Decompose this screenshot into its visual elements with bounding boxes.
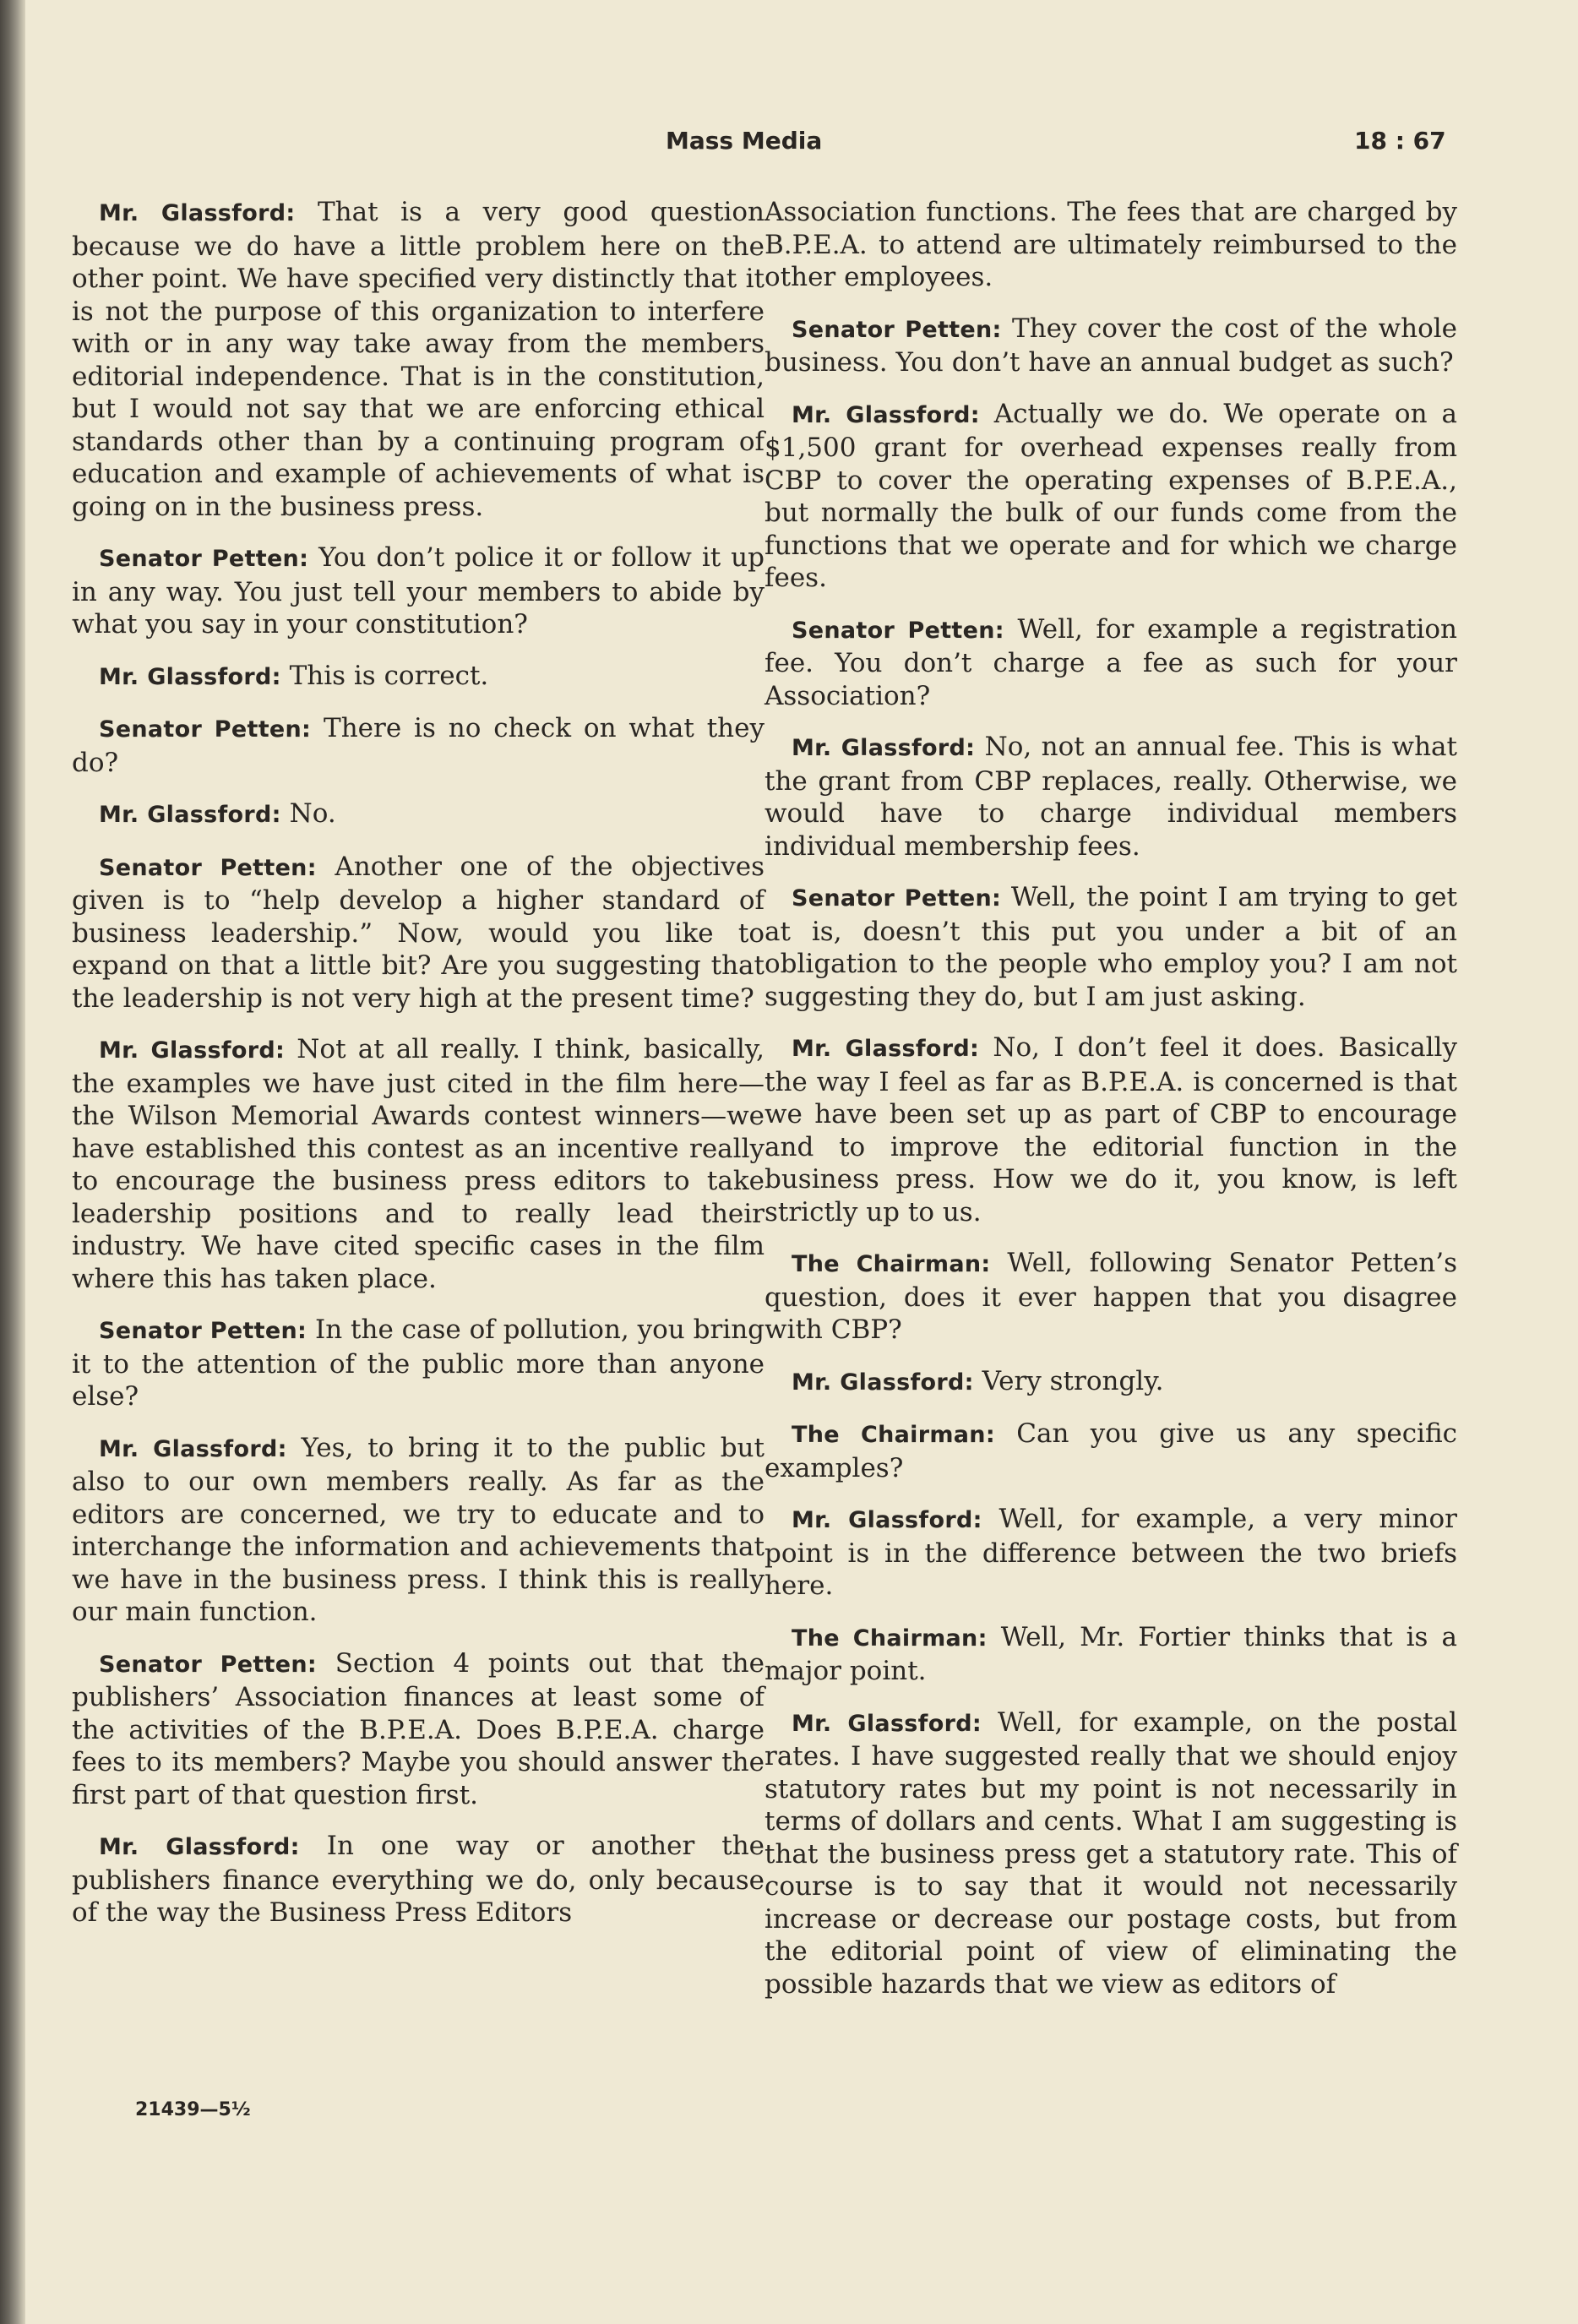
section-title: Mass Media — [666, 127, 823, 155]
speech-text: Actually we do. We operate on a $1,500 grant for overhead expenses really from CBP to cover the operating expenses of B.P.E.A., but normally the bulk of our funds come from the functions that we operate and for which we charge fees. — [765, 398, 1457, 593]
speech-text: Well, for example a registration fee. You don’t charge a fee as such for your Association? — [765, 613, 1457, 711]
speech-text: You don’t police it or follow it up in any way. You just tell your members to abide by what you say in your constitution? — [72, 542, 765, 640]
speaker-label: The Chairman: — [792, 1625, 988, 1652]
speaker-label: Senator Petten: — [792, 617, 1004, 644]
transcript-paragraph — [765, 1706, 1457, 2001]
speech-text: Yes, to bring it to the public but also to our own members really. As far as the editors are concerned, we try to educate and to interchange the information and achievements that we have in the business press. I think this is really our main function. — [72, 1432, 765, 1627]
speaker-label: Mr. Glassford: — [792, 735, 976, 761]
transcript-paragraph — [72, 1830, 765, 1929]
speaker-label: Senator Petten: — [99, 1651, 317, 1678]
left-column — [72, 196, 765, 1948]
speech-text: Well, Mr. Fortier thinks that is a major point. — [765, 1621, 1458, 1686]
speech-text: No, I don’t feel it does. Basically the way I feel as far as B.P.E.A. is concerned is that we have been set up as part of CBP to encourage and to improve the editorial function in the business press. How we do it, you know, is left strictly up to us. — [765, 1032, 1457, 1227]
transcript-paragraph — [765, 313, 1457, 379]
speech-text: There is no check on what they do? — [72, 713, 765, 778]
speech-text: No. — [289, 798, 336, 829]
speech-text: Well, the point I am trying to get at is, doesn’t this put you under a bit of an obligation to the people who employ you? I am not suggesting they do, but I am just asking. — [765, 882, 1457, 1012]
transcript-paragraph — [72, 797, 765, 832]
speech-text: Not at all really. I think, basically, the examples we have just cited in the film here—the Wilson Memorial Awards contest winners—we have established this contest as an incentive really to encourage the business press editors to take leadership positions and to really lead their industry. We have cited specific cases in the film where this has taken place. — [72, 1034, 765, 1294]
speaker-label: Mr. Glassford: — [99, 1037, 286, 1064]
speech-text: No, not an annual fee. This is what the grant from CBP replaces, really. Otherwise, we would have to charge individual members individual membership fees. — [765, 732, 1457, 862]
speech-text: That is a very good question because we do have a little problem here on the other point. We have specified very distinctly that it is not the purpose of this organization to interfere with or in any way take away from the members editorial independence. That is in the constitution, but I would not say that we are enforcing ethical standards other than by a continuing program of education and example of achievements of what is going on in the business press. — [72, 197, 765, 522]
speech-text: Well, following Senator Petten’s question, does it ever happen that you disagree with CBP? — [765, 1248, 1458, 1345]
speech-text: Well, for example, on the postal rates. I have suggested really that we should enjoy statutory rates but my point is not necessarily in terms of dollars and cents. What I am suggesting is that the business press get a statutory rate. This of course is to say that it would not necessarily increase or decrease our postage costs, but from the editorial point of view of eliminating the possible hazards that we view as editors of — [765, 1706, 1457, 2000]
speech-text: Association functions. The fees that are charged by B.P.E.A. to attend are ultimately reimbursed to the other employees. — [765, 197, 1457, 292]
speaker-label: Mr. Glassford: — [792, 401, 980, 428]
speech-text: They cover the cost of the whole business. You don’t have an annual budget as such? — [765, 313, 1457, 378]
transcript-paragraph — [72, 660, 765, 694]
speaker-label: The Chairman: — [792, 1422, 995, 1448]
speaker-label: Mr. Glassford: — [99, 200, 296, 226]
transcript-paragraph — [765, 1621, 1457, 1688]
speaker-label: Senator Petten: — [99, 1318, 307, 1344]
speaker-label: Mr. Glassford: — [99, 663, 281, 690]
transcript-paragraph — [765, 731, 1457, 863]
transcript-paragraph — [765, 1503, 1457, 1603]
speech-text: Can you give us any specific examples? — [765, 1418, 1458, 1483]
transcript-paragraph — [765, 881, 1457, 1013]
speaker-label: Senator Petten: — [792, 885, 1002, 912]
speaker-label: Mr. Glassford: — [792, 1710, 982, 1737]
page-number: 18 : 67 — [1354, 127, 1446, 155]
speaker-label: Senator Petten: — [792, 316, 1002, 343]
running-head — [0, 127, 1578, 164]
speaker-label: Mr. Glassford: — [792, 1369, 974, 1396]
speaker-label: Mr. Glassford: — [792, 1507, 982, 1533]
speaker-label: Senator Petten: — [99, 546, 309, 572]
speaker-label: Mr. Glassford: — [99, 802, 281, 828]
transcript-paragraph — [72, 196, 765, 523]
transcript-paragraph — [72, 1432, 765, 1629]
speaker-label: Senator Petten: — [99, 716, 312, 743]
speech-text: Very strongly. — [982, 1365, 1164, 1396]
transcript-paragraph — [765, 613, 1457, 713]
transcript-paragraph — [765, 1365, 1457, 1400]
transcript-paragraph — [72, 1314, 765, 1413]
speaker-label: Mr. Glassford: — [99, 1435, 287, 1462]
signature-code: 21439—5½ — [135, 2099, 251, 2120]
speech-text: Well, for example, a very minor point is in the difference between the two briefs here. — [765, 1504, 1457, 1601]
speaker-label: Mr. Glassford: — [99, 1834, 300, 1860]
transcript-paragraph — [765, 196, 1457, 294]
speech-text: In one way or another the publishers finance everything we do, only because of the way the Business Press Editors — [72, 1831, 765, 1928]
right-column — [765, 196, 1457, 2019]
speech-text: This is correct. — [289, 660, 489, 691]
transcript-paragraph — [72, 851, 765, 1015]
transcript-paragraph — [765, 1247, 1457, 1347]
speech-text: In the case of pollution, you bring it to the attention of the public more than anyone else? — [72, 1314, 765, 1412]
transcript-paragraph — [765, 1418, 1457, 1484]
speaker-label: The Chairman: — [792, 1251, 991, 1277]
transcript-paragraph — [72, 542, 765, 641]
transcript-paragraph — [72, 712, 765, 779]
transcript-paragraph — [765, 398, 1457, 595]
speaker-label: Senator Petten: — [99, 854, 317, 881]
speech-text: Another one of the objectives given is to “help develop a higher standard of business leadership.” Now, would you like to expand on that a little bit? Are you suggesting that the leadership is not very high at the present time? — [72, 851, 765, 1014]
transcript-paragraph — [72, 1647, 765, 1812]
speaker-label: Mr. Glassford: — [792, 1036, 980, 1062]
transcript-paragraph — [765, 1031, 1457, 1228]
speech-text: Section 4 points out that the publishers’ Association finances at least some of the activities of the B.P.E.A. Does B.P.E.A. charge fees to its members? Maybe you should answer the first part of that question first. — [72, 1647, 765, 1810]
transcript-paragraph — [72, 1033, 765, 1295]
